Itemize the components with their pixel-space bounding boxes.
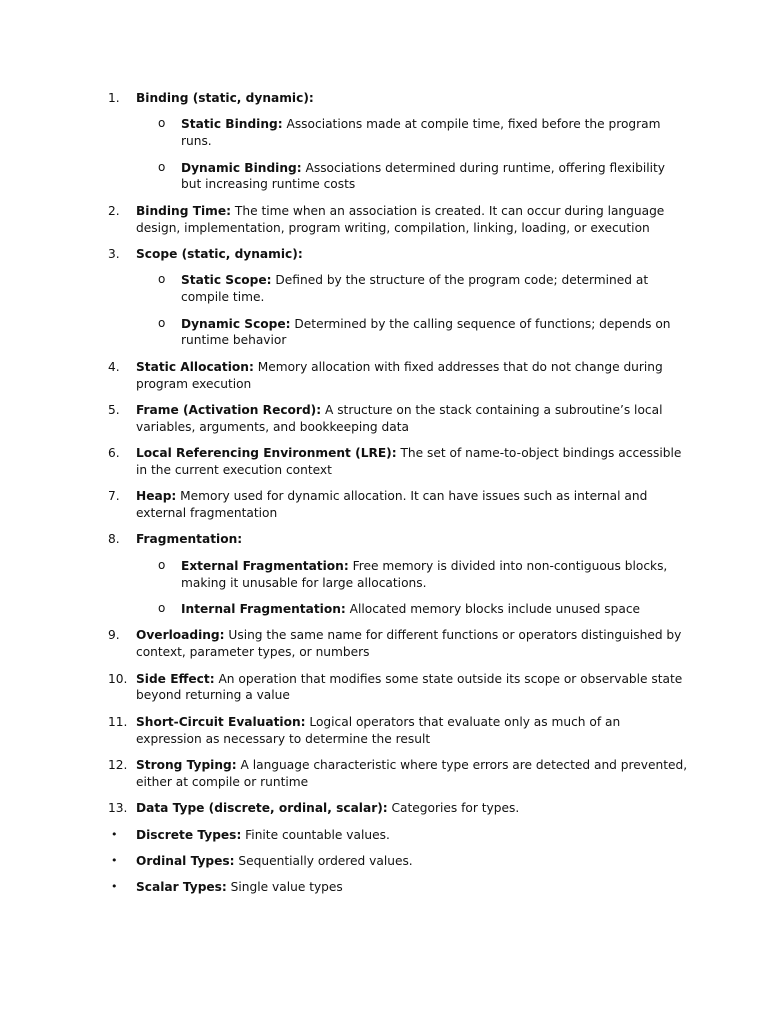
term-label: Local Referencing Environment (LRE): (136, 446, 397, 461)
definition-text: Single value types (226, 880, 343, 895)
sub-list (0, 116, 768, 193)
definition-text: Associations made at compile time, fixed before the program runs. (181, 117, 661, 149)
term-label: Side Effect: (136, 671, 215, 686)
term-label: Binding Time: (136, 203, 232, 218)
list-item (0, 853, 768, 870)
document-page (0, 90, 768, 906)
list-item (0, 246, 768, 263)
list-item (0, 359, 768, 393)
term-label: Scalar Types: (136, 880, 227, 895)
sub-list-item (0, 272, 768, 306)
list-item (0, 714, 768, 748)
definition-text: Determined by the calling sequence of functions; depends on runtime behavior (181, 316, 671, 348)
bullet-icon: • (111, 880, 118, 894)
term-label: Frame (Activation Record): (136, 402, 322, 417)
definition-text: Memory used for dynamic allocation. It can have issues such as internal and external fragmentation (136, 489, 648, 521)
term-label: Dynamic Scope: (181, 316, 291, 331)
sub-bullet-icon: o (158, 272, 166, 287)
term-label: Static Allocation: (136, 359, 254, 374)
list-number: 5. (108, 402, 120, 417)
sub-bullet-icon: o (158, 315, 166, 330)
term-label: Internal Fragmentation: (181, 602, 346, 617)
sub-list-item (0, 558, 768, 592)
sub-list-item (0, 160, 768, 194)
sub-list (0, 558, 768, 618)
sub-list-item (0, 316, 768, 350)
definition-text: Sequentially ordered values. (234, 853, 413, 868)
definition-text: Associations determined during runtime, offering flexibility but increasing runtime costs (181, 160, 665, 192)
definition-text: Using the same name for different functions or operators distinguished by context, parameter types, or numbers (136, 628, 682, 660)
sub-list (0, 272, 768, 349)
list-item (0, 203, 768, 237)
list-item (0, 90, 768, 107)
sub-list-item (0, 601, 768, 618)
list-number: 13. (108, 801, 128, 816)
sub-bullet-icon: o (158, 601, 166, 616)
term-label: Fragmentation: (136, 532, 243, 547)
definition-text: Memory allocation with fixed addresses that do not change during program execution (136, 359, 663, 391)
list-number: 10. (108, 671, 128, 686)
list-number: 11. (108, 714, 128, 729)
list-item (0, 827, 768, 844)
list-number: 9. (108, 628, 120, 643)
term-label: Strong Typing: (136, 758, 237, 772)
list-item (0, 627, 768, 661)
list-item (0, 800, 768, 817)
term-label: Ordinal Types: (136, 853, 235, 868)
definition-text: A structure on the stack containing a subroutine’s local variables, arguments, and bookkeeping data (136, 402, 663, 434)
list-item (0, 402, 768, 436)
list-number: 4. (108, 359, 120, 374)
list-number: 6. (108, 446, 120, 461)
sub-bullet-icon: o (158, 116, 166, 131)
list-item (0, 488, 768, 522)
list-number: 12. (108, 758, 128, 772)
list-number: 2. (108, 203, 120, 218)
bullet-icon: • (111, 853, 118, 867)
definition-text: A language characteristic where type errors are detected and prevented, either at compile or runtime (136, 758, 688, 789)
list-item (0, 671, 768, 705)
term-label: Binding (static, dynamic): (136, 91, 314, 105)
sub-list-item (0, 116, 768, 150)
list-number: 3. (108, 246, 120, 261)
term-label: External Fragmentation: (181, 558, 349, 573)
bullet-icon: • (111, 827, 118, 841)
term-label: Static Scope: (181, 273, 272, 288)
list-number: 8. (108, 532, 120, 547)
list-item (0, 757, 768, 791)
sub-bullet-icon: o (158, 159, 166, 174)
term-label: Short-Circuit Evaluation: (136, 714, 306, 729)
term-label: Heap: (136, 489, 177, 504)
definition-text: The set of name-to-object bindings accessible in the current execution context (136, 446, 682, 477)
term-label: Static Binding: (181, 117, 283, 132)
sub-bullet-icon: o (158, 557, 166, 572)
definition-text: Finite countable values. (241, 827, 390, 842)
definition-text: An operation that modifies some state outside its scope or observable state beyond returning a value (136, 671, 683, 703)
term-label: Discrete Types: (136, 827, 242, 842)
definition-text: Free memory is divided into non-contiguous blocks, making it unusable for large allocations. (181, 558, 668, 590)
definition-text: Categories for types. (387, 801, 520, 816)
term-label: Dynamic Binding: (181, 160, 302, 175)
definitions-list (0, 90, 768, 896)
list-item (0, 879, 768, 896)
term-label: Overloading: (136, 628, 225, 643)
term-label: Data Type (discrete, ordinal, scalar): (136, 801, 388, 816)
definition-text: The time when an association is created. It can occur during language design, implementation, program writing, compilation, linking, loading, or execution (136, 203, 665, 235)
term-label: Scope (static, dynamic): (136, 246, 303, 261)
list-number: 7. (108, 489, 120, 504)
list-item (0, 445, 768, 479)
list-number: 1. (108, 91, 120, 105)
list-item (0, 531, 768, 548)
definition-text: Defined by the structure of the program code; determined at compile time. (181, 273, 649, 305)
definition-text: Logical operators that evaluate only as much of an expression as necessary to determine the result (136, 714, 621, 746)
definition-text: Allocated memory blocks include unused space (345, 602, 641, 617)
